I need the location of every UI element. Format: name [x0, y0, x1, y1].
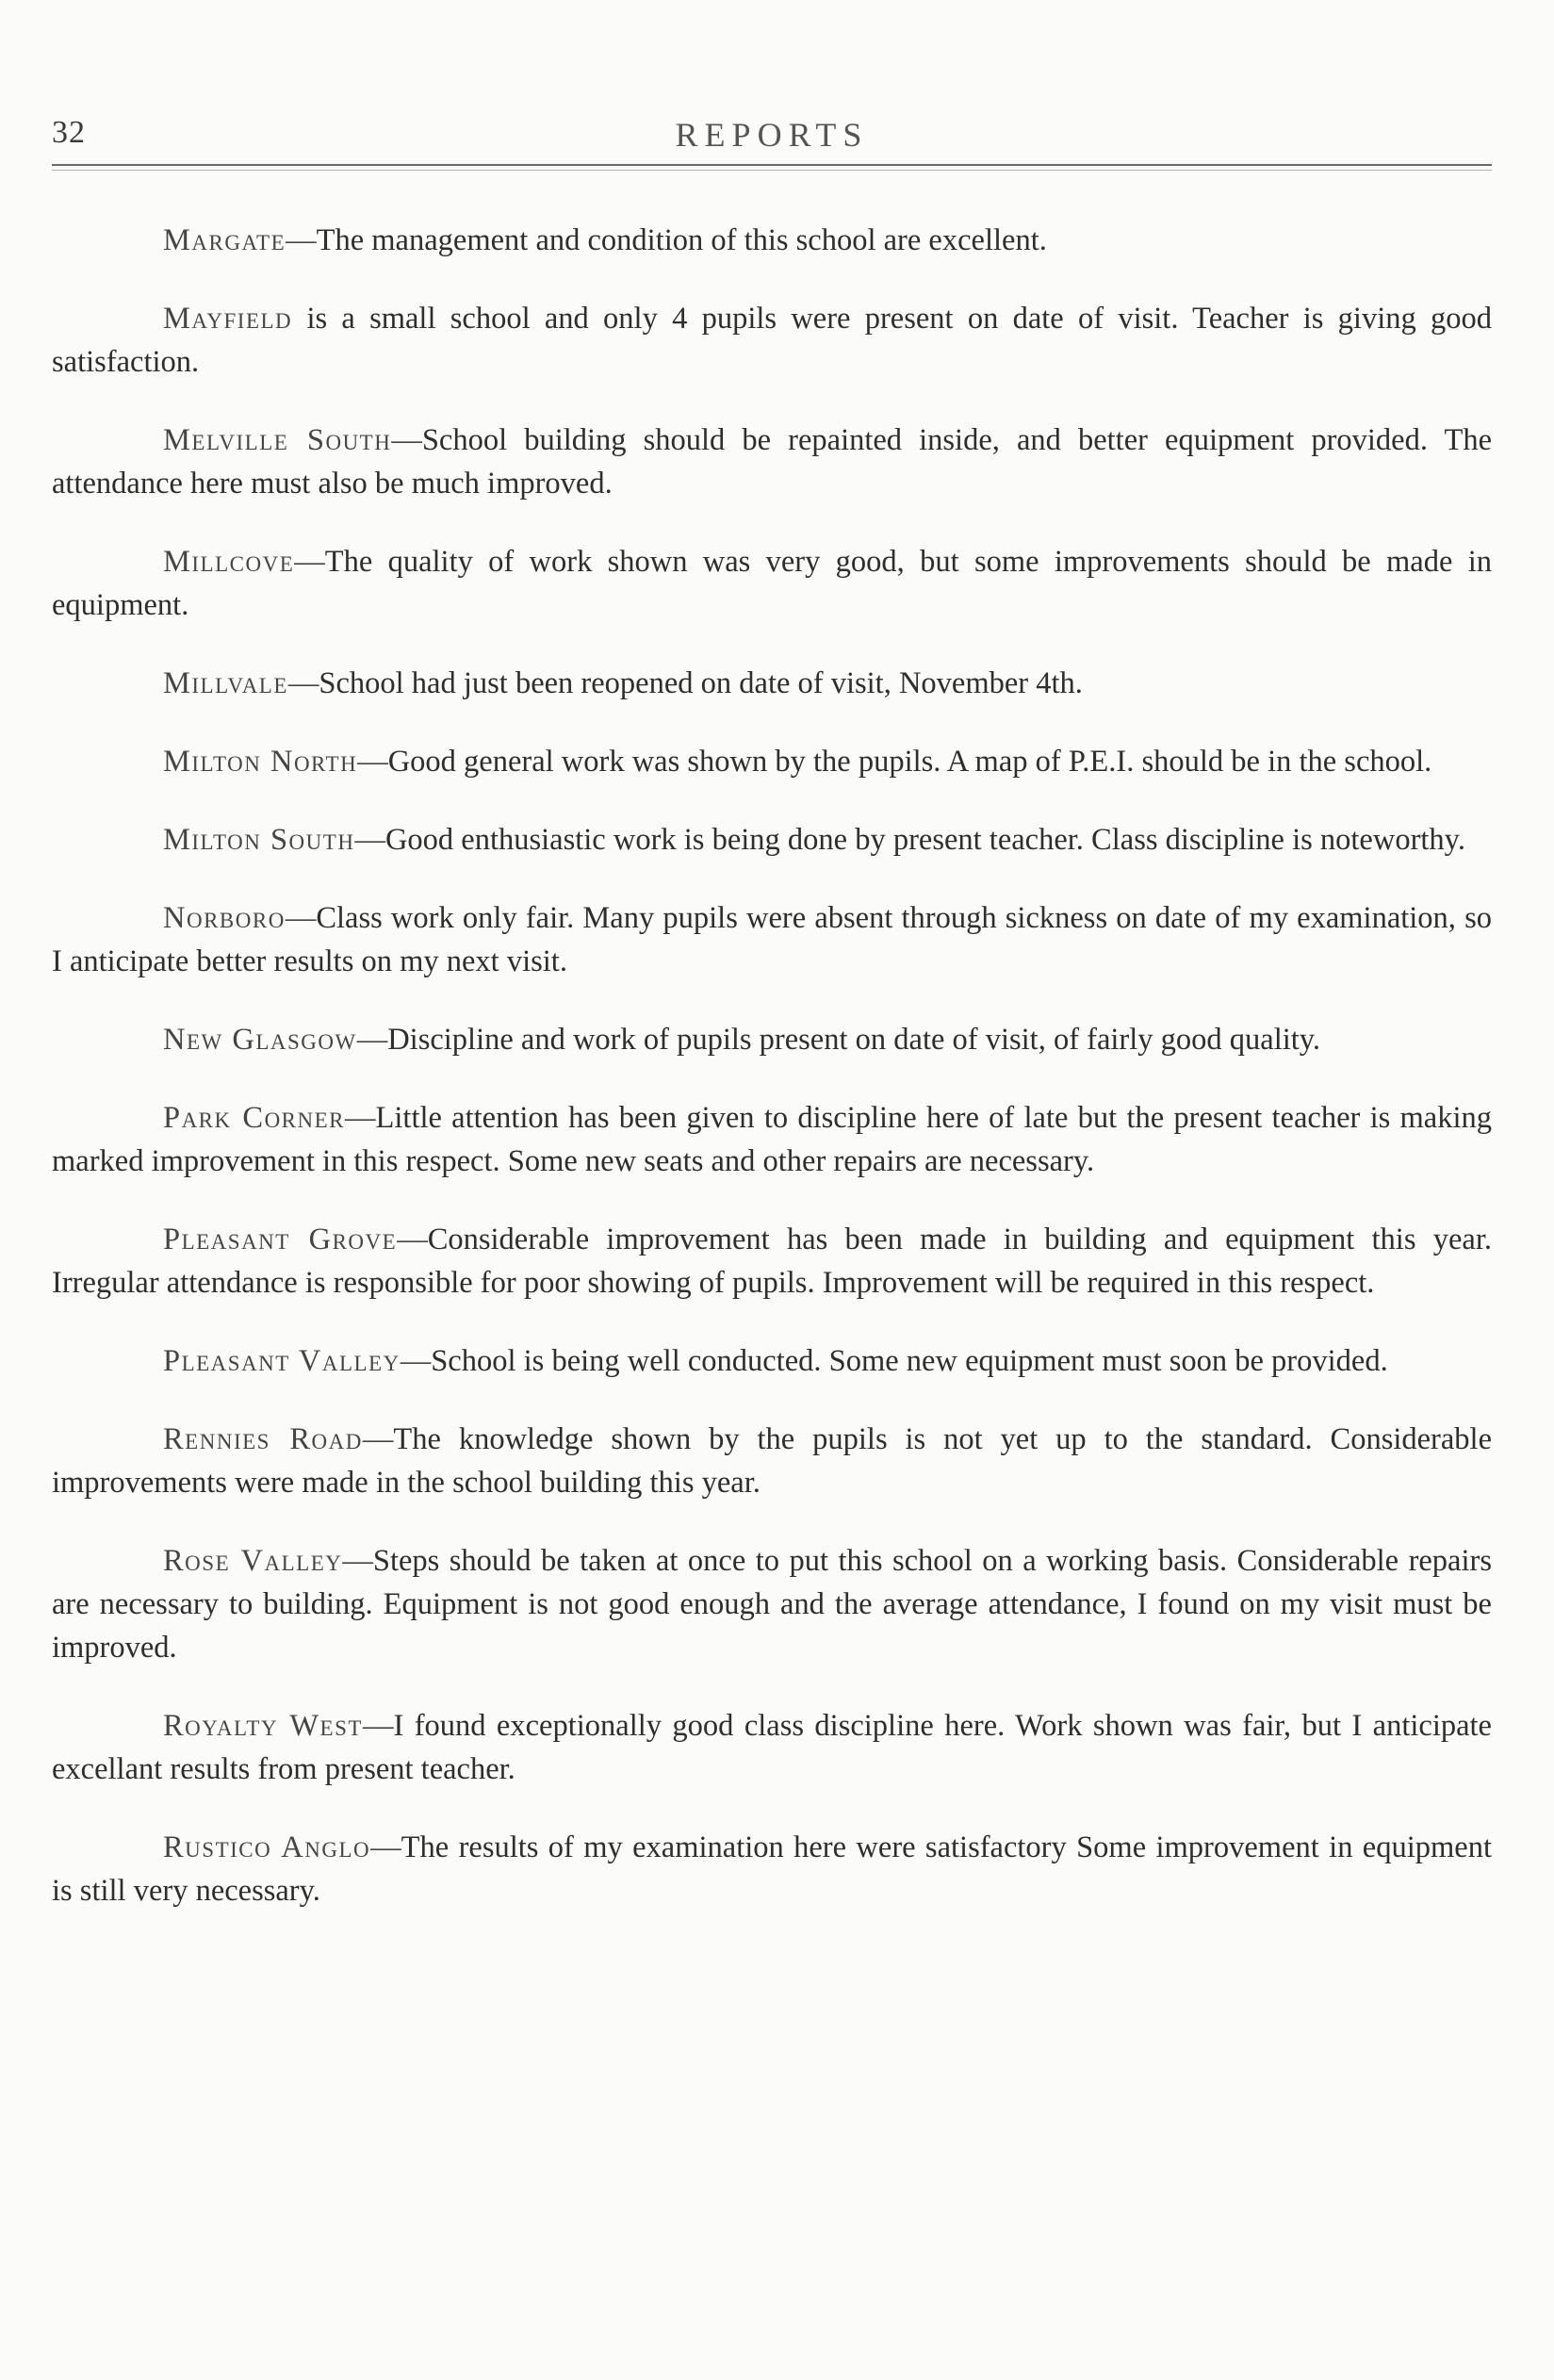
school-name: Rose Valley [163, 1544, 343, 1578]
school-name: Rennies Road [163, 1422, 363, 1456]
school-name: Pleasant Grove [163, 1223, 398, 1256]
school-name: Margate [163, 223, 286, 257]
school-name: Millvale [163, 666, 288, 700]
header-rule [52, 164, 1492, 166]
school-name: Milton South [163, 823, 355, 857]
report-margate: Margate—The management and condition of this school are excellent. [163, 223, 1047, 257]
report-millcove: Millcove—The quality of work shown was very good, but some improvements should be made in equipment. [52, 545, 1492, 622]
school-name: Norboro [163, 901, 286, 935]
school-name: Royalty West [163, 1709, 363, 1743]
report-text: Discipline and work of pupils present on date of visit, of fairly good quality. [387, 1023, 1321, 1057]
report-milton-south: Milton South—Good enthusiastic work is being done by present teacher. Class discipline is noteworthy. [163, 823, 1465, 857]
report-text: The results of my examination here were satisfactory Some improvement in equipment is still very necessary. [52, 1830, 1492, 1908]
report-text: Good general work was shown by the pupils. A map of P.E.I. should be in the school. [387, 745, 1432, 779]
report-milton-north: Milton North—Good general work was shown by the pupils. A map of P.E.I. should be in the school. [163, 745, 1432, 779]
report-norboro: Norboro—Class work only fair. Many pupils were absent through sickness on date of my examination, so I anticipate better results on my next visit. [52, 901, 1492, 978]
school-name: Pleasant Valley [163, 1344, 401, 1378]
report-melville-south: Melville South—School building should be repainted inside, and better equipment provided. The attendance here must also be much improved. [52, 423, 1492, 501]
report-text: The quality of work shown was very good, but some improvements should be made in equipment. [52, 545, 1492, 622]
school-name: New Glasgow [163, 1023, 357, 1057]
report-new-glasgow: New Glasgow—Discipline and work of pupils present on date of visit, of fairly good quality. [163, 1023, 1321, 1057]
school-name: Rustico Anglo [163, 1830, 371, 1864]
report-text: Steps should be taken at once to put this school on a working basis. Considerable repairs are necessary to building. Equipment is not good enough and the average attendance, I found on my visit must be improved. [52, 1544, 1492, 1665]
report-text: Considerable improvement has been made in building and equipment this year. Irregular attendance is responsible for poor showing of pupils. Improvement will be required in this respect. [52, 1223, 1492, 1300]
report-pleasant-grove: Pleasant Grove—Considerable improvement has been made in building and equipment this year. Irregular attendance is responsible for poor showing of pupils. Improvement will be required in this respect. [52, 1223, 1492, 1300]
report-rose-valley: Rose Valley—Steps should be taken at once to put this school on a working basis. Considerable repairs are necessary to building. Equipment is not good enough and the average attendance, I found on my visit must be improved. [52, 1544, 1492, 1665]
report-text: I found exceptionally good class discipline here. Work shown was fair, but I anticipate excellant results from present teacher. [52, 1709, 1492, 1786]
report-royalty-west: Royalty West—I found exceptionally good class discipline here. Work shown was fair, but I anticipate excellant results from present teacher. [52, 1709, 1492, 1786]
report-park-corner: Park Corner—Little attention has been given to discipline here of late but the present teacher is making marked improvement in this respect. Some new seats and other repairs are necessary. [52, 1101, 1493, 1178]
report-text: School building should be repainted inside, and better equipment provided. The attendance here must also be much improved. [52, 423, 1492, 501]
school-name: Milton North [163, 745, 358, 779]
running-title: REPORTS [675, 116, 869, 154]
page-number: 32 [52, 115, 86, 150]
report-text: The management and condition of this school are excellent. [316, 223, 1047, 257]
report-text: Class work only fair. Many pupils were absent through sickness on date of my examination, so I anticipate better results on my next visit. [52, 901, 1492, 978]
report-millvale: Millvale—School had just been reopened on date of visit, November 4th. [163, 666, 1083, 700]
report-mayfield [52, 297, 1492, 384]
report-text: School is being well conducted. Some new equipment must soon be provided. [431, 1344, 1388, 1378]
school-reports-list [52, 219, 1492, 1947]
report-text: The knowledge shown by the pupils is not yet up to the standard. Considerable improvements were made in the school building this year. [52, 1422, 1493, 1500]
header-rule-secondary [52, 170, 1492, 171]
school-name: Park Corner [163, 1101, 346, 1135]
report-pleasant-valley: Pleasant Valley—School is being well conducted. Some new equipment must soon be provided. [163, 1344, 1388, 1378]
school-name: Millcove [163, 545, 295, 579]
report-text: Good enthusiastic work is being done by present teacher. Class discipline is noteworthy. [384, 823, 1465, 857]
report-rennies-road: Rennies Road—The knowledge shown by the pupils is not yet up to the standard. Considerable improvements were made in the school building this year. [52, 1422, 1493, 1500]
report-text: Little attention has been given to discipline here of late but the present teacher is making marked improvement in this respect. Some new seats and other repairs are necessary. [52, 1101, 1493, 1178]
report-rustico-anglo: Rustico Anglo—The results of my examination here were satisfactory Some improvement in equipment is still very necessary. [52, 1830, 1492, 1908]
school-name: Mayfield [163, 302, 293, 336]
report-text: is a small school and only 4 pupils were present on date of visit. Teacher is giving good satisfaction. [52, 302, 1492, 379]
page-header [52, 106, 1492, 172]
school-name: Melville South [163, 423, 392, 457]
report-text: School had just been reopened on date of visit, November 4th. [319, 666, 1083, 700]
